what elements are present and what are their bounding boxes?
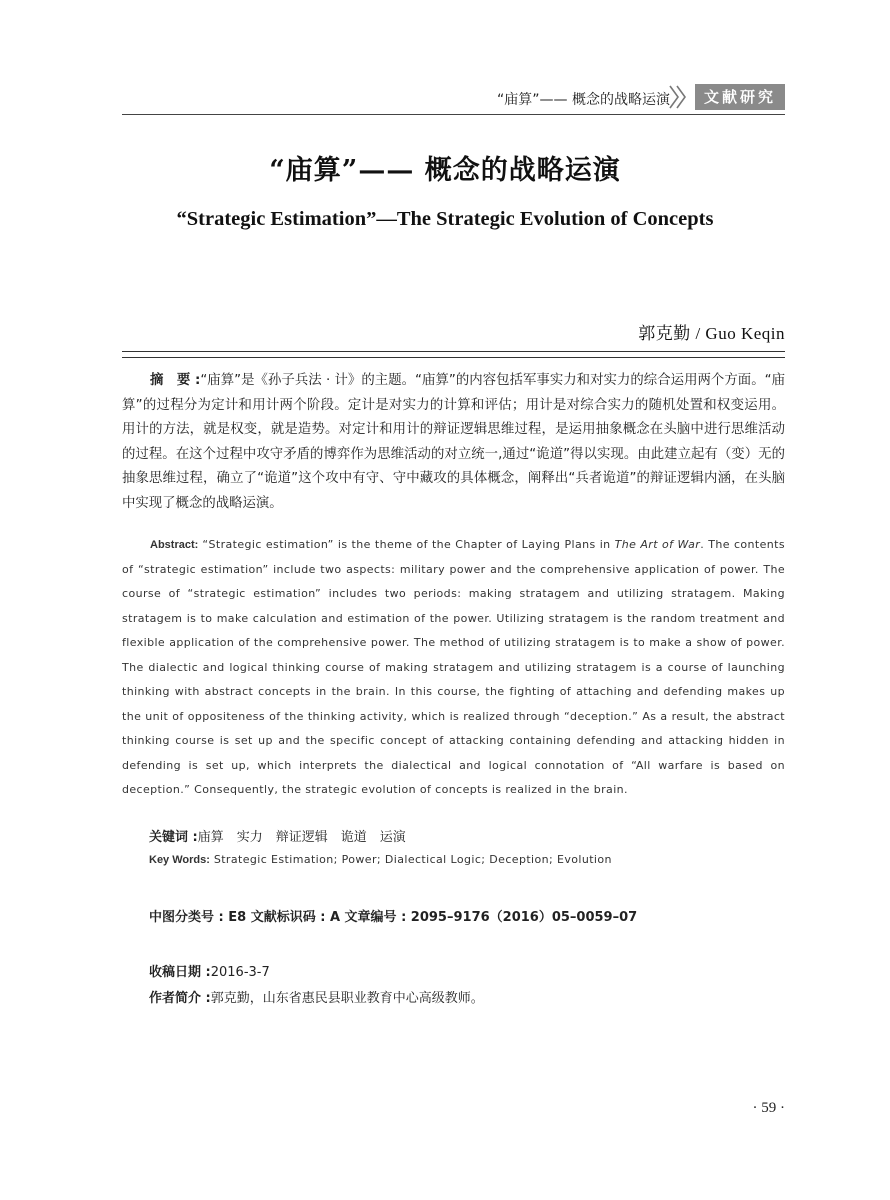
running-title: “庙算”—— 概念的战略运演 bbox=[497, 92, 670, 108]
section-label: 文献研究 bbox=[695, 84, 785, 110]
header-divider bbox=[122, 114, 785, 115]
author-bio-label: 作者简介 : bbox=[149, 991, 211, 1006]
title-english: “Strategic Estimation”—The Strategic Evolution of Concepts bbox=[176, 208, 714, 230]
double-chevron-icon bbox=[668, 84, 690, 110]
received-date bbox=[149, 961, 270, 980]
author-bio-value: 郭克勤，山东省惠民县职业教育中心高级教师。 bbox=[210, 991, 484, 1006]
received-value: 2016-3-7 bbox=[210, 965, 270, 980]
abstract-en-book-title: The Art of War bbox=[614, 538, 701, 551]
abstract-en-label: Abstract: bbox=[150, 539, 199, 551]
classification-line: 中图分类号 : E8 文献标识码 : A 文章编号 : 2095–9176（2016）05–0059–07 bbox=[149, 910, 638, 925]
keywords-en-value: Strategic Estimation; Power; Dialectical Logic; Deception; Evolution bbox=[213, 853, 612, 866]
title-chinese: “庙算”—— 概念的战略运演 bbox=[269, 155, 621, 186]
abstract-en-text-before: “Strategic estimation” is the theme of the Chapter of Laying Plans in bbox=[202, 538, 615, 551]
page-number: · 59 · bbox=[752, 1100, 785, 1116]
keywords-cn-label: 关键词 : bbox=[149, 830, 198, 845]
abstract-english bbox=[122, 533, 785, 803]
author-bio bbox=[149, 987, 484, 1006]
abstract-cn-text: “庙算”是《孙子兵法 · 计》的主题。“庙算”的内容包括军事实力和对实力的综合运用两个方面。“庙算”的过程分为定计和用计两个阶段。定计是对实力的计算和评估；用计是对综合实力的随机处置和权变运用。用计的方法，就是权变，就是造势。对定计和用计的辩证逻辑思维过程，是运用抽象概念在头脑中进行思维活动的过程。在这个过程中攻守矛盾的博弈作为思维活动的对立统一,通过“诡道”得以实现。由此建立起有（变）无的抽象思维过程，确立了“诡道”这个攻中有守、守中藏攻的具体概念，阐释出“兵者诡道”的辩证逻辑内涵，在头脑中实现了概念的战略运演。 bbox=[122, 373, 785, 511]
running-header bbox=[122, 82, 785, 114]
abstract-chinese bbox=[122, 369, 785, 517]
keywords-en bbox=[149, 853, 612, 866]
keywords-en-label: Key Words: bbox=[149, 854, 210, 866]
author-line: 郭克勤 / Guo Keqin bbox=[638, 324, 785, 343]
keywords-cn-value: 庙算 实力 辩证逻辑 诡道 运演 bbox=[197, 830, 406, 845]
received-label: 收稿日期 : bbox=[149, 965, 211, 980]
abstract-en-text-after: . The contents of “strategic estimation” include two aspects: military power and the comprehensive application of power. The course of “strategic estimation” includes two periods: making stratagem and utilizing stratagem. Making stratagem is to make calculation and estimation of the power. Utilizing stratagem is the random treatment and flexible application of the comprehensive power. The method of utilizing stratagem is to make a show of power. The dialectic and logical thinking course of making stratagem and utilizing stratagem is a course of launching thinking with abstract concepts in the brain. In this course, the fighting of attaching and defending makes up the unit of oppositeness of the thinking activity, which is realized through “deception.” As a result, the abstract thinking course is set up and the specific concept of attacking containing defending and attacking hidden in defending is set up, which interprets the dialectical and logical connotation of “All warfare is based on deception.” Consequently, the strategic evolution of concepts is realized in the brain. bbox=[122, 538, 785, 796]
author-divider bbox=[122, 351, 785, 358]
abstract-cn-label: 摘 要 : bbox=[150, 373, 201, 388]
keywords-cn bbox=[149, 826, 406, 845]
